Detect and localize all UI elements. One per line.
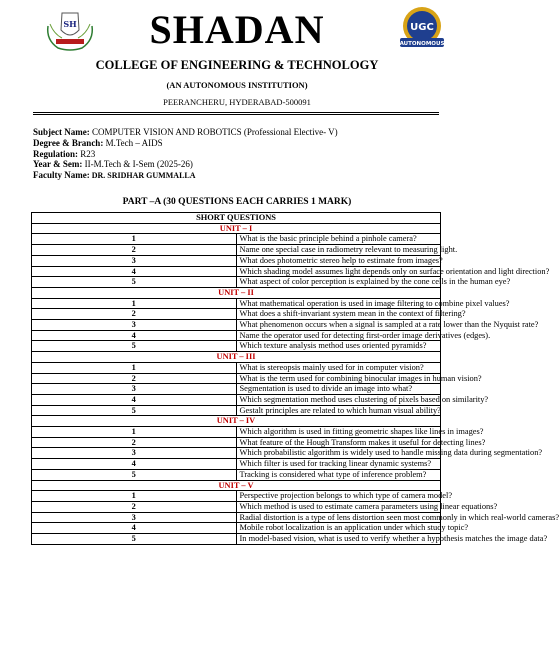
question-row — [32, 245, 441, 256]
faculty-line — [33, 170, 338, 182]
brand-title: SHADAN — [149, 7, 325, 52]
question-row — [32, 362, 441, 373]
question-text: Name the operator used for detecting first-order image derivatives (edges). — [236, 330, 441, 341]
question-text: What is the term used for combining binocular images in human vision? — [236, 373, 441, 384]
question-row — [32, 309, 441, 320]
question-number: 5 — [32, 405, 237, 416]
question-text: Which segmentation method uses clustering of pixels based on similarity? — [236, 394, 441, 405]
degree-line — [33, 138, 338, 149]
question-text: What mathematical operation is used in image filtering to combine pixel values? — [236, 298, 441, 309]
question-number: 1 — [32, 427, 237, 438]
degree-value: M.Tech – AIDS — [103, 137, 163, 148]
unit-title: UNIT – V — [32, 480, 441, 491]
unit-title: UNIT – II — [32, 287, 441, 298]
question-number: 2 — [32, 437, 237, 448]
table-heading: SHORT QUESTIONS — [32, 213, 441, 224]
question-text: What is the basic principle behind a pinhole camera? — [236, 234, 441, 245]
unit-heading-row — [32, 352, 441, 363]
short-questions-table — [31, 212, 559, 545]
question-number: 5 — [32, 469, 237, 480]
question-number: 1 — [32, 298, 237, 309]
question-row — [32, 394, 441, 405]
question-text: Perspective projection belongs to which type of camera model? — [236, 491, 441, 502]
ugc-badge-bottom-text: AUTONOMOUS — [399, 41, 445, 47]
question-number: 2 — [32, 245, 237, 256]
question-number: 5 — [32, 534, 237, 545]
regulation-value: R23 — [78, 148, 96, 159]
subject-line — [33, 127, 338, 138]
question-text: Which shading model assumes light depends only on surface orientation and light direction? — [236, 266, 441, 277]
question-text: What phenomenon occurs when a signal is sampled at a rate lower than the Nyquist rate? — [236, 320, 441, 331]
question-text: What is stereopsis mainly used for in computer vision? — [236, 362, 441, 373]
question-number: 2 — [32, 309, 237, 320]
question-row — [32, 523, 441, 534]
question-text: Gestalt principles are related to which human visual ability? — [236, 405, 441, 416]
question-row — [32, 255, 441, 266]
table-heading-row — [32, 213, 441, 224]
question-number: 5 — [32, 341, 237, 352]
question-row — [32, 469, 441, 480]
subject-value: COMPUTER VISION AND ROBOTICS (Professional Elective- V) — [89, 127, 338, 137]
question-row — [32, 320, 441, 331]
question-row — [32, 266, 441, 277]
question-row — [32, 405, 441, 416]
question-number: 3 — [32, 255, 237, 266]
year-sem-line — [33, 159, 338, 170]
question-text: In model-based vision, what is used to verify whether a hypothesis matches the image data? — [236, 534, 441, 545]
degree-label: Degree & Branch: — [33, 137, 104, 148]
question-text: Name one special case in radiometry relevant to measuring light. — [236, 245, 441, 256]
question-row — [32, 341, 441, 352]
question-row — [32, 534, 441, 545]
autonomous-label: (AN AUTONOMOUS INSTITUTION) — [166, 80, 308, 90]
question-number: 4 — [32, 523, 237, 534]
header-divider — [33, 112, 439, 115]
question-row — [32, 491, 441, 502]
question-row — [32, 373, 441, 384]
question-number: 2 — [32, 501, 237, 512]
course-details — [33, 127, 338, 182]
question-number: 3 — [32, 448, 237, 459]
question-row — [32, 298, 441, 309]
question-row — [32, 459, 441, 470]
part-a-title: PART –A (30 QUESTIONS EACH CARRIES 1 MARK) — [122, 197, 352, 207]
question-text: Which texture analysis method uses oriented pyramids? — [236, 341, 441, 352]
ugc-badge-top-text: UGC — [410, 22, 434, 33]
question-number: 1 — [32, 362, 237, 373]
question-number: 3 — [32, 512, 237, 523]
question-text: What feature of the Hough Transform makes it useful for detecting lines? — [236, 437, 441, 448]
question-number: 4 — [32, 394, 237, 405]
unit-heading-row — [32, 223, 441, 234]
question-text: Which filter is used for tracking linear dynamic systems? — [236, 459, 441, 470]
question-row — [32, 277, 441, 288]
faculty-value: DR. SRIDHAR GUMMALLA — [89, 171, 196, 181]
question-text: Which method is used to estimate camera parameters using linear equations? — [236, 501, 441, 512]
question-row — [32, 384, 441, 395]
question-row — [32, 330, 441, 341]
question-number: 4 — [32, 266, 237, 277]
question-row — [32, 427, 441, 438]
college-name: COLLEGE OF ENGINEERING & TECHNOLOGY — [95, 58, 379, 72]
question-number: 5 — [32, 277, 237, 288]
question-number: 1 — [32, 234, 237, 245]
unit-title: UNIT – III — [32, 352, 441, 363]
unit-heading-row — [32, 480, 441, 491]
subject-label: Subject Name: — [33, 127, 90, 137]
unit-title: UNIT – I — [32, 223, 441, 234]
question-text: What does photometric stereo help to estimate from images? — [236, 255, 441, 266]
question-number: 1 — [32, 491, 237, 502]
question-number: 3 — [32, 320, 237, 331]
question-row — [32, 234, 441, 245]
question-text: Tracking is considered what type of inference problem? — [236, 469, 441, 480]
question-number: 2 — [32, 373, 237, 384]
question-number: 4 — [32, 330, 237, 341]
question-row — [32, 437, 441, 448]
question-row — [32, 501, 441, 512]
unit-title: UNIT – IV — [32, 416, 441, 427]
question-row — [32, 512, 441, 523]
crest-initials: SH — [63, 19, 77, 29]
question-text: What does a shift-invariant system mean in the context of filtering? — [236, 309, 441, 320]
question-text: Segmentation is used to divide an image into what? — [236, 384, 441, 395]
year-sem-label: Year & Sem: — [33, 159, 83, 170]
question-text: Mobile robot localization is an application under which study topic? — [236, 523, 441, 534]
question-text: Which algorithm is used in fitting geometric shapes like lines in images? — [236, 427, 441, 438]
year-sem-value: II-M.Tech & I-Sem (2025-26) — [82, 159, 193, 170]
question-number: 3 — [32, 384, 237, 395]
question-row — [32, 448, 441, 459]
question-number: 4 — [32, 459, 237, 470]
regulation-line — [33, 149, 338, 160]
unit-heading-row — [32, 287, 441, 298]
faculty-label: Faculty Name: — [33, 170, 90, 181]
question-text: What aspect of color perception is explained by the cone cells in the human eye? — [236, 277, 441, 288]
unit-heading-row — [32, 416, 441, 427]
college-address: PEERANCHERU, HYDERABAD-500091 — [163, 97, 311, 107]
regulation-label: Regulation: — [33, 148, 78, 159]
question-text: Which probabilistic algorithm is widely used to handle missing data during segmentation? — [236, 448, 441, 459]
question-text: Radial distortion is a type of lens distortion seen most commonly in which real-world cameras? — [236, 512, 441, 523]
